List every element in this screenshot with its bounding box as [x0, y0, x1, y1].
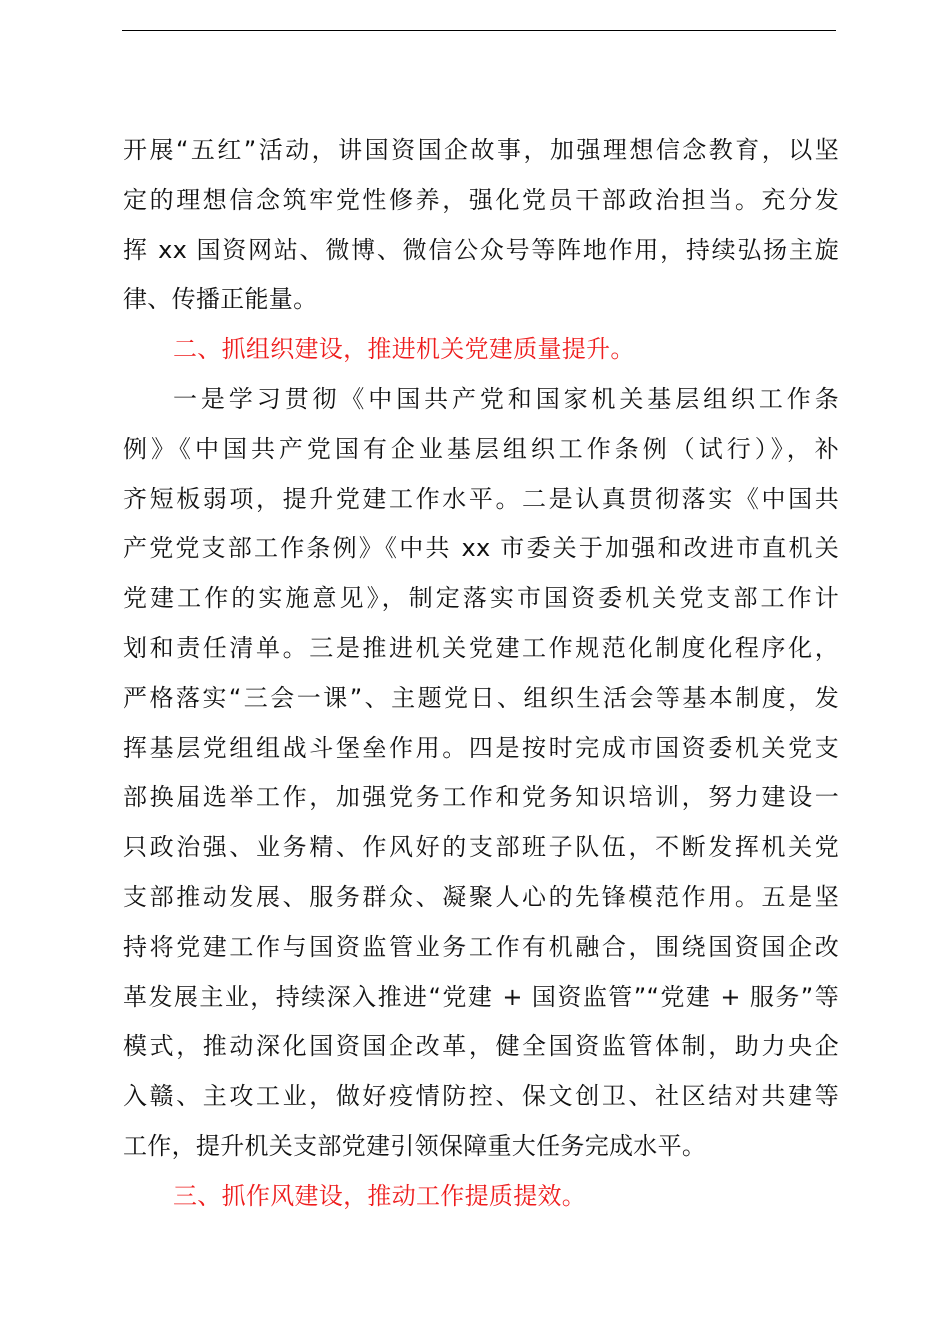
- paragraph-line: 产党党支部工作条例》《中共 xx 市委关于加强和改进市直机关: [123, 534, 839, 563]
- paragraph-line: 模式，推动深化国资国企改革，健全国资监管体制，助力央企: [123, 1032, 839, 1061]
- paragraph-line: 工作，提升机关支部党建引领保障重大任务完成水平。: [123, 1131, 707, 1160]
- paragraph-line: 革发展主业，持续深入推进“党建 + 国资监管”“党建 + 服务”等: [123, 982, 839, 1011]
- document-body: [123, 126, 839, 1222]
- paragraph-line: 挥 xx 国资网站、微博、微信公众号等阵地作用，持续弘扬主旋: [123, 235, 839, 264]
- section-heading-3: 三、抓作风建设，推动工作提质提效。: [173, 1181, 587, 1210]
- paragraph-line: 律、传播正能量。: [123, 285, 318, 314]
- paragraph-line: 支部推动发展、服务群众、凝聚人心的先锋模范作用。五是坚: [123, 882, 839, 911]
- paragraph-line: 持将党建工作与国资监管业务工作有机融合，围绕国资国企改: [123, 932, 839, 961]
- paragraph-line: 例》《中国共产党国有企业基层组织工作条例（试行）》，补: [123, 434, 839, 463]
- paragraph-line: 部换届选举工作，加强党务工作和党务知识培训，努力建设一: [123, 783, 839, 812]
- paragraph-line: 划和责任清单。三是推进机关党建工作规范化制度化程序化，: [123, 633, 839, 662]
- paragraph-line: 定的理想信念筑牢党性修养，强化党员干部政治担当。充分发: [123, 185, 839, 214]
- paragraph-line: 一是学习贯彻《中国共产党和国家机关基层组织工作条: [173, 384, 839, 413]
- paragraph-line: 党建工作的实施意见》，制定落实市国资委机关党支部工作计: [123, 584, 839, 613]
- paragraph-line: 挥基层党组组战斗堡垒作用。四是按时完成市国资委机关党支: [123, 733, 839, 762]
- paragraph-line: 齐短板弱项，提升党建工作水平。二是认真贯彻落实《中国共: [123, 484, 839, 513]
- header-rule: [122, 30, 836, 31]
- paragraph-line: 开展“五红”活动，讲国资国企故事，加强理想信念教育，以坚: [123, 136, 839, 164]
- section-heading-2: 二、抓组织建设，推进机关党建质量提升。: [173, 335, 635, 364]
- paragraph-line: 严格落实“三会一课”、主题党日、组织生活会等基本制度，发: [123, 683, 839, 712]
- paragraph-line: 只政治强、业务精、作风好的支部班子队伍，不断发挥机关党: [123, 833, 839, 862]
- paragraph-line: 入赣、主攻工业，做好疫情防控、保文创卫、社区结对共建等: [123, 1082, 839, 1111]
